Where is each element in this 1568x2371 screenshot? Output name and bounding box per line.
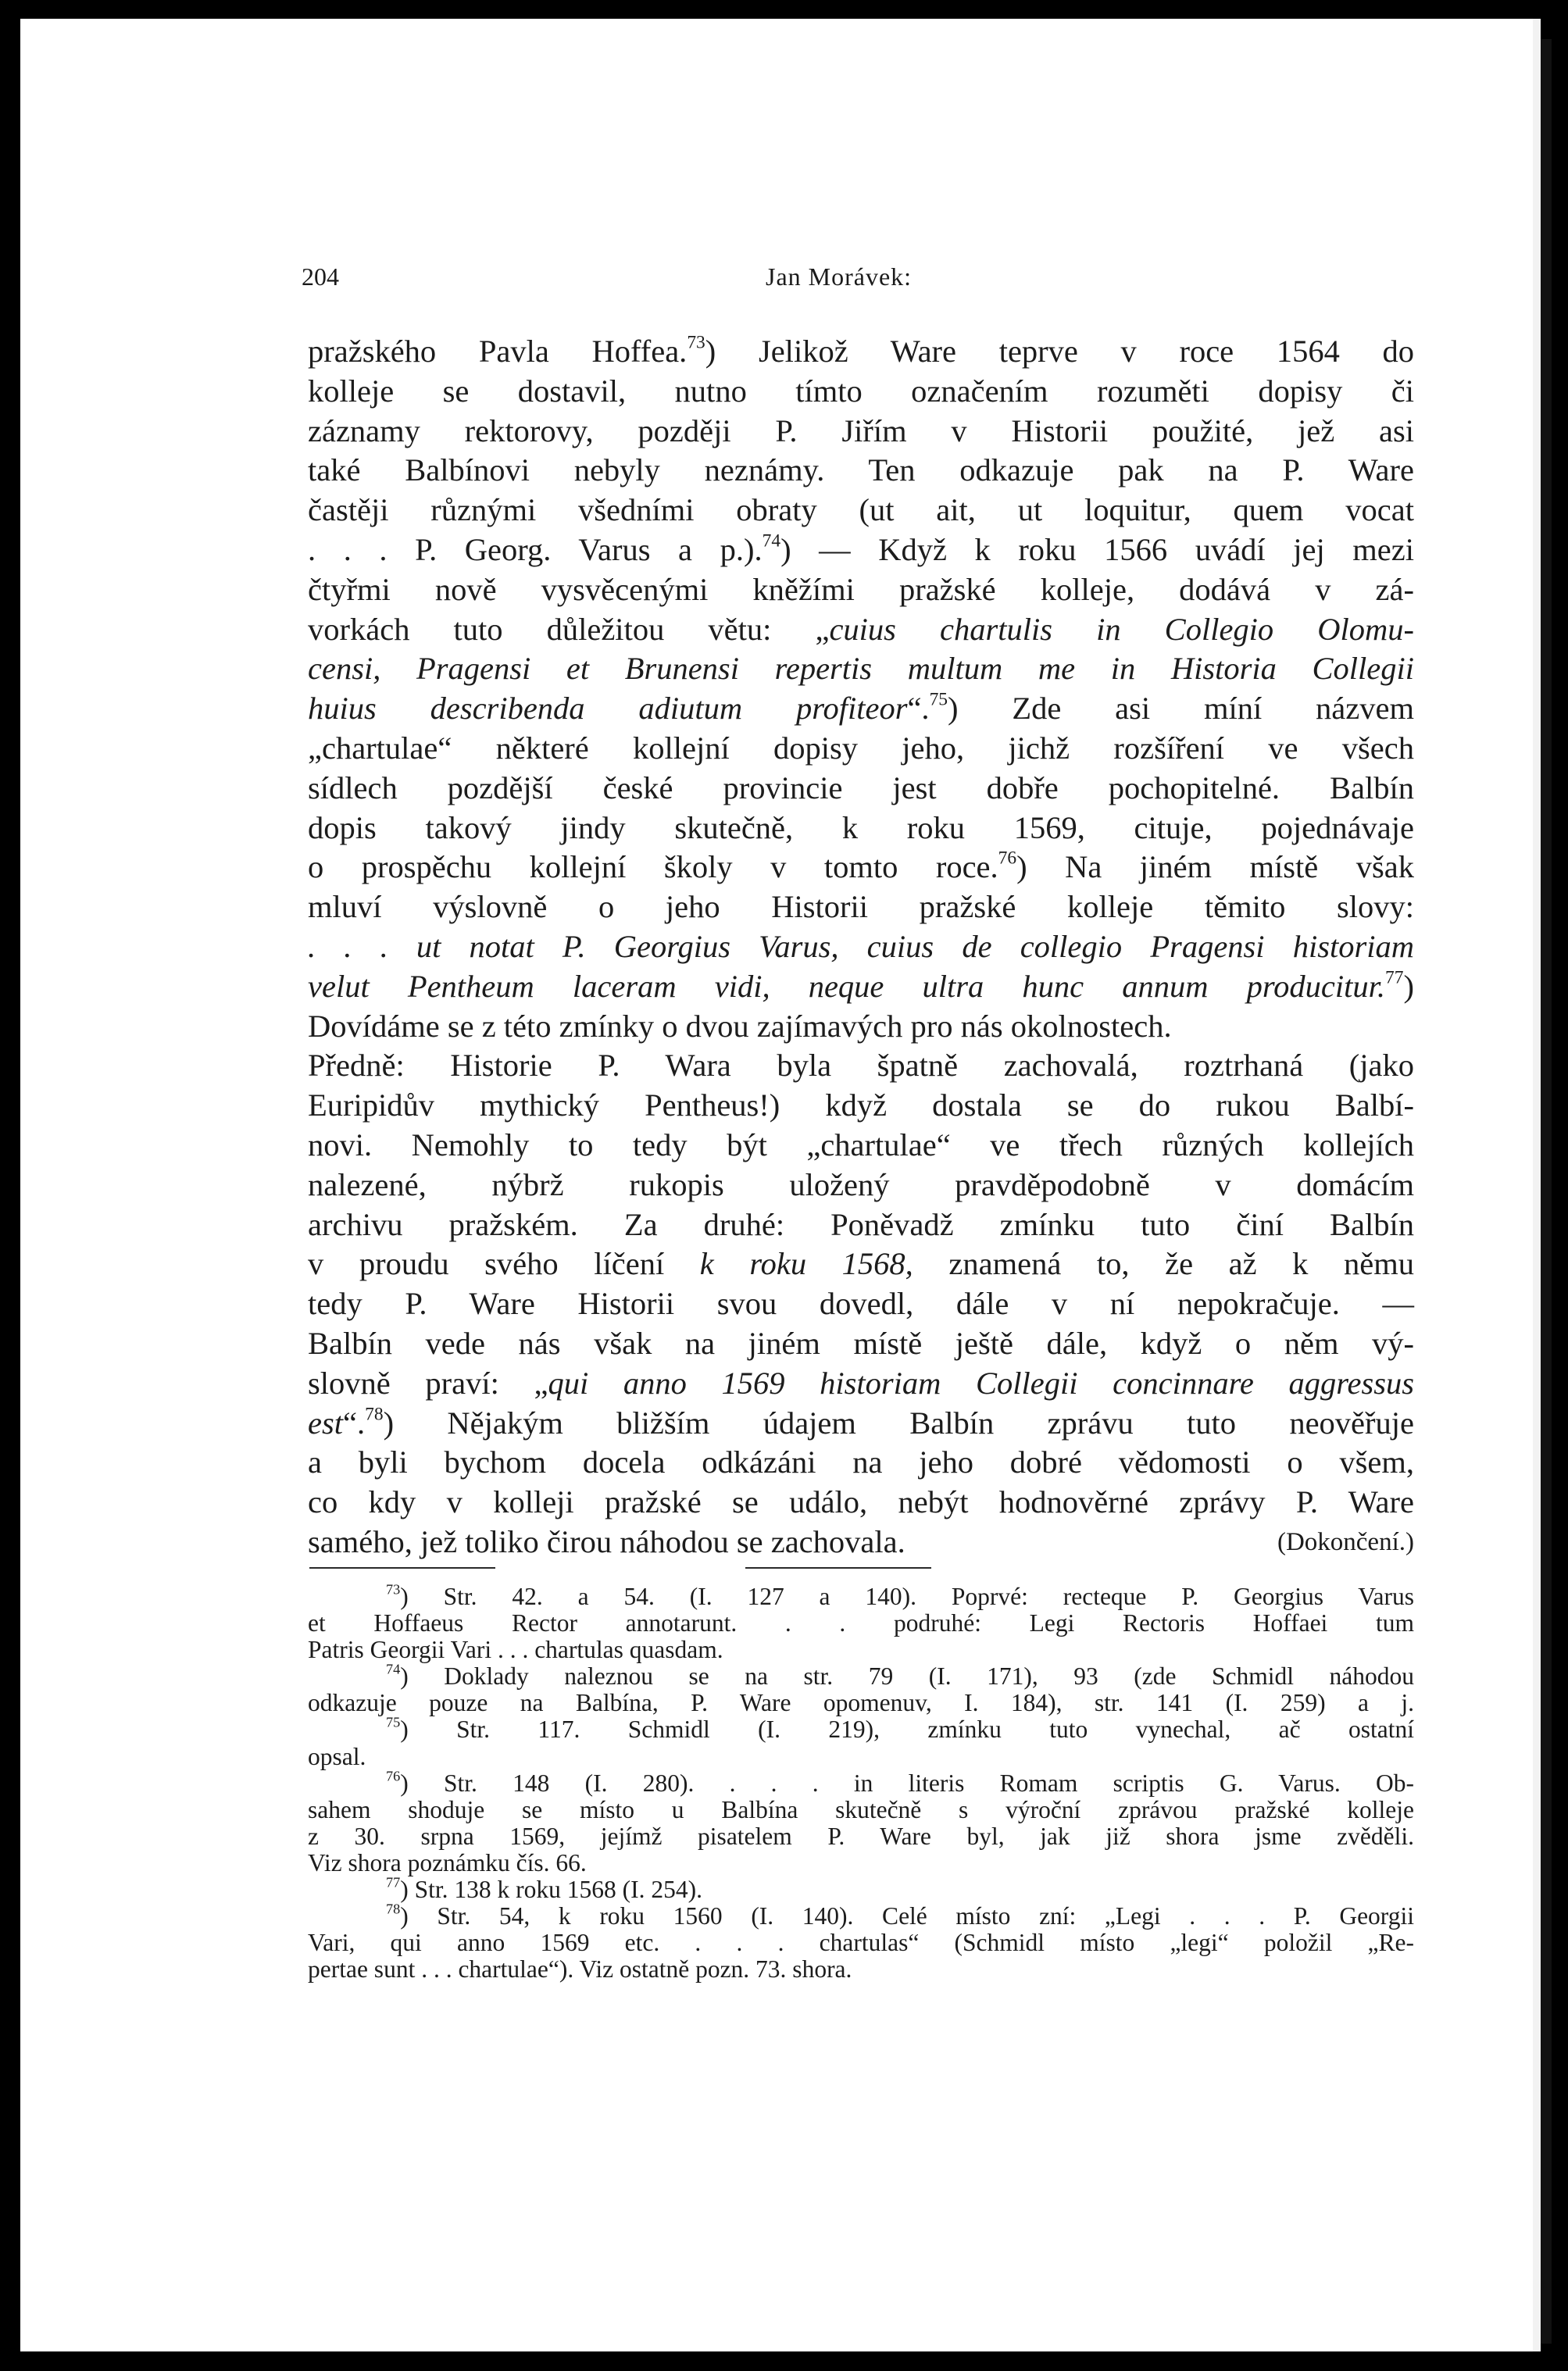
body-line <box>308 1404 1414 1444</box>
text-run: “. <box>343 1405 366 1441</box>
body-line <box>308 332 1414 372</box>
text-run: ) Zde asi míní názvem <box>948 691 1414 727</box>
text-run: ) Str. 117. Schmidl (I. 219), zmínku tuto vynechal, ač ostatní <box>400 1716 1414 1744</box>
note-line <box>308 1767 1414 1797</box>
footnote-separator <box>20 1567 1533 1570</box>
footnote-ref: 76 <box>998 848 1017 869</box>
text-run: o prospěchu kollejní školy v tomto roce. <box>308 849 998 885</box>
body-line <box>308 1126 1414 1166</box>
text-run: opsal. <box>308 1742 366 1770</box>
body-line <box>308 1205 1414 1245</box>
footnote-ref: 75 <box>386 1714 401 1730</box>
note-line <box>308 1716 1414 1743</box>
text-run: nalezené, nýbrž rukopis uložený pravděpodobně v domácím <box>308 1166 1414 1202</box>
text-run: Předně: Historie P. Wara byla špatně zachovalá, roztrhaná (jako <box>308 1048 1414 1084</box>
text-run: novi. Nemohly to tedy být „chartulae“ ve třech různých kollejích <box>308 1127 1414 1162</box>
note-line <box>308 1663 1414 1690</box>
text-run: Patris Georgii Vari . . . chartulas quasdam. <box>308 1636 723 1664</box>
text-run: ) Na jiném místě však <box>1016 849 1414 885</box>
text-run: Viz shora poznámku čís. 66. <box>308 1848 587 1876</box>
text-run: sahem shoduje se místo u Balbína skutečně s výroční zprávou pražské kolleje <box>308 1795 1414 1823</box>
body-line <box>308 927 1414 967</box>
text-run: ) Str. 138 k roku 1568 (I. 254). <box>400 1876 702 1904</box>
text-run: častěji různými všedními obraty (ut ait, ut loquitur, quem vocat <box>308 492 1414 528</box>
body-line <box>308 491 1414 530</box>
text-run: ) Str. 42. a 54. (I. 127 a 140). Poprvé: recteque P. Georgius Varus <box>400 1583 1414 1610</box>
text-run: ) Str. 148 (I. 280). . . . in literis Romam scriptis G. Varus. Ob- <box>400 1769 1414 1797</box>
text-run: qui anno 1569 historiam Collegii concinnare aggressus <box>548 1365 1414 1401</box>
body-line <box>308 1086 1414 1126</box>
footnote-ref: 74 <box>762 530 781 552</box>
text-run: záznamy rektorovy, později P. Jiřím v Historii použité, jež asi <box>308 412 1414 448</box>
text-run: z 30. srpna 1569, jejímž pisatelem P. Ware byl, jak již shora jsme zvěděli. <box>308 1822 1414 1850</box>
body-line <box>308 769 1414 809</box>
note-line <box>308 1797 1414 1823</box>
text-run: dopis takový jindy skutečně, k roku 1569, cituje, pojednávaje <box>308 809 1414 845</box>
footnote-ref: 77 <box>386 1874 401 1891</box>
footnote-rule-right <box>745 1567 931 1569</box>
body-line <box>308 689 1414 729</box>
body-line <box>308 649 1414 689</box>
text-run: “. <box>907 691 930 727</box>
text-run: est <box>308 1405 343 1441</box>
continuation-note: (Dokončení.) <box>1277 1527 1414 1556</box>
text-run: mluví výslovně o jeho Historii pražské kolleje těmito slovy: <box>308 889 1414 925</box>
text-run: tedy P. Ware Historii svou dovedl, dále v ní nepokračuje. — <box>308 1286 1414 1322</box>
text-run: . . . P. Georg. Varus a p.). <box>308 531 763 567</box>
book-page <box>20 19 1533 2351</box>
text-run: sídlech pozdější české provincie jest dobře pochopitelné. Balbín <box>308 770 1414 805</box>
footnote-ref: 75 <box>929 689 948 710</box>
running-head: Jan Morávek: <box>766 262 913 291</box>
text-run: ) Str. 54, k roku 1560 (I. 140). Celé místo zní: „Legi . . . P. Georgii <box>400 1902 1414 1930</box>
text-run: velut Pentheum laceram vidi, neque ultra hunc annum producitur. <box>308 968 1386 1004</box>
body-line <box>308 848 1414 887</box>
text-run: ) Jelikož Ware teprve v roce 1564 do <box>705 334 1414 369</box>
text-run: Balbín vede nás však na jiném místě ještě dále, když o něm vý- <box>308 1325 1414 1361</box>
text-run: k roku 1568, <box>699 1246 913 1282</box>
footnote-ref: 73 <box>386 1581 401 1598</box>
text-run: znamená to, že až k němu <box>913 1246 1414 1282</box>
body-line <box>308 967 1414 1007</box>
text-run: co kdy v kolleji pražské se událo, nebýt hodnověrné zprávy P. Ware <box>308 1484 1414 1520</box>
body-line <box>308 1007 1414 1047</box>
body-line <box>308 1284 1414 1324</box>
text-run: čtyřmi nově vysvěcenými kněžími pražské kolleje, dodává v zá- <box>308 571 1414 607</box>
body-line <box>308 1166 1414 1205</box>
text-run: a byli bychom docela odkázáni na jeho dobré vědomosti o všem, <box>308 1444 1414 1480</box>
body-line <box>308 1523 1414 1562</box>
body-line <box>308 372 1414 412</box>
text-run: kolleje se dostavil, nutno tímto označením rozuměti dopisy či <box>308 373 1414 409</box>
text-run: cuius chartulis in Collegio Olomu- <box>829 611 1414 647</box>
body-line <box>308 729 1414 769</box>
footnote-ref: 73 <box>687 332 705 353</box>
page-header <box>20 262 1533 300</box>
text-run: . . . ut notat P. Georgius Varus, cuius de collegio Pragensi historiam <box>308 928 1414 964</box>
text-run: Dovídáme se z této zmínky o dvou zajímavých pro nás okolnostech. <box>308 1008 1172 1044</box>
book-edge <box>1541 39 1552 2344</box>
note-line <box>308 1876 1414 1903</box>
text-run: v proudu svého líčení <box>308 1246 700 1282</box>
body-line <box>308 887 1414 927</box>
body-line <box>308 1324 1414 1364</box>
note-line <box>308 1581 1414 1610</box>
body-line <box>308 1483 1414 1523</box>
footnote-ref: 78 <box>365 1403 384 1424</box>
body-line <box>308 570 1414 610</box>
footnote-rule-left <box>309 1567 495 1569</box>
note-line <box>308 1930 1414 1956</box>
text-run: et Hoffaeus Rector annotarunt. . . podruhé: Legi Rectoris Hoffaei tum <box>308 1609 1414 1637</box>
note-line <box>308 1610 1414 1637</box>
body-line <box>308 1443 1414 1483</box>
footnotes <box>308 1581 1414 1984</box>
body-line <box>308 1046 1414 1086</box>
text-run: také Balbínovi nebyly neznámy. Ten odkazuje pak na P. Ware <box>308 452 1414 488</box>
footnote-ref: 78 <box>386 1901 401 1917</box>
footnote-ref: 77 <box>1385 967 1404 988</box>
text-run: censi, Pragensi et Brunensi repertis multum me in Historia Collegii <box>308 651 1414 687</box>
body-line <box>308 1364 1414 1404</box>
body-line <box>308 412 1414 452</box>
text-run: pertae sunt . . . chartulae“). Viz ostatně pozn. 73. shora. <box>308 1955 852 1984</box>
note-line <box>308 1903 1414 1930</box>
page-number: 204 <box>302 262 339 291</box>
body-line <box>308 610 1414 650</box>
note-line <box>308 1850 1414 1876</box>
text-run: slovně praví: „ <box>308 1365 548 1401</box>
footnote-ref: 74 <box>386 1661 401 1677</box>
text-run: ) — Když k roku 1566 uvádí jej mezi <box>780 531 1414 567</box>
text-run: ) Nějakým bližším údajem Balbín zprávu tuto neověřuje <box>383 1405 1414 1441</box>
text-run: „chartulae“ některé kollejní dopisy jeho, jichž rozšíření ve všech <box>308 730 1414 766</box>
text-run: Euripidův mythický Pentheus!) když dostala se do rukou Balbí- <box>308 1087 1414 1123</box>
note-line <box>308 1690 1414 1716</box>
body-line <box>308 809 1414 848</box>
footnote-ref: 76 <box>386 1767 401 1784</box>
note-line <box>308 1637 1414 1663</box>
text-run: vorkách tuto důležitou větu: „ <box>308 611 830 647</box>
text-run: pražského Pavla Hoffea. <box>308 334 688 369</box>
text-run: odkazuje pouze na Balbína, P. Ware opomenuv, I. 184), str. 141 (I. 259) a j. <box>308 1689 1414 1717</box>
body-line <box>308 1244 1414 1284</box>
text-run: ) Doklady naleznou se na str. 79 (I. 171), 93 (zde Schmidl náhodou <box>400 1662 1414 1691</box>
text-run: archivu pražském. Za druhé: Poněvadž zmínku tuto činí Balbín <box>308 1206 1414 1242</box>
main-text <box>308 332 1414 1562</box>
note-line <box>308 1956 1414 1983</box>
text-run: Vari, qui anno 1569 etc. . . . chartulas“ (Schmidl místo „legi“ položil „Re- <box>308 1929 1414 1957</box>
text-run: huius describenda adiutum profiteor <box>308 691 908 727</box>
text-run: samého, jež toliko čirou náhodou se zachovala. <box>308 1523 905 1559</box>
page-edge <box>1533 19 1541 2351</box>
note-line <box>308 1823 1414 1850</box>
text-run: ) <box>1403 968 1414 1004</box>
body-line <box>308 451 1414 491</box>
note-line <box>308 1744 1414 1770</box>
body-line <box>308 530 1414 570</box>
